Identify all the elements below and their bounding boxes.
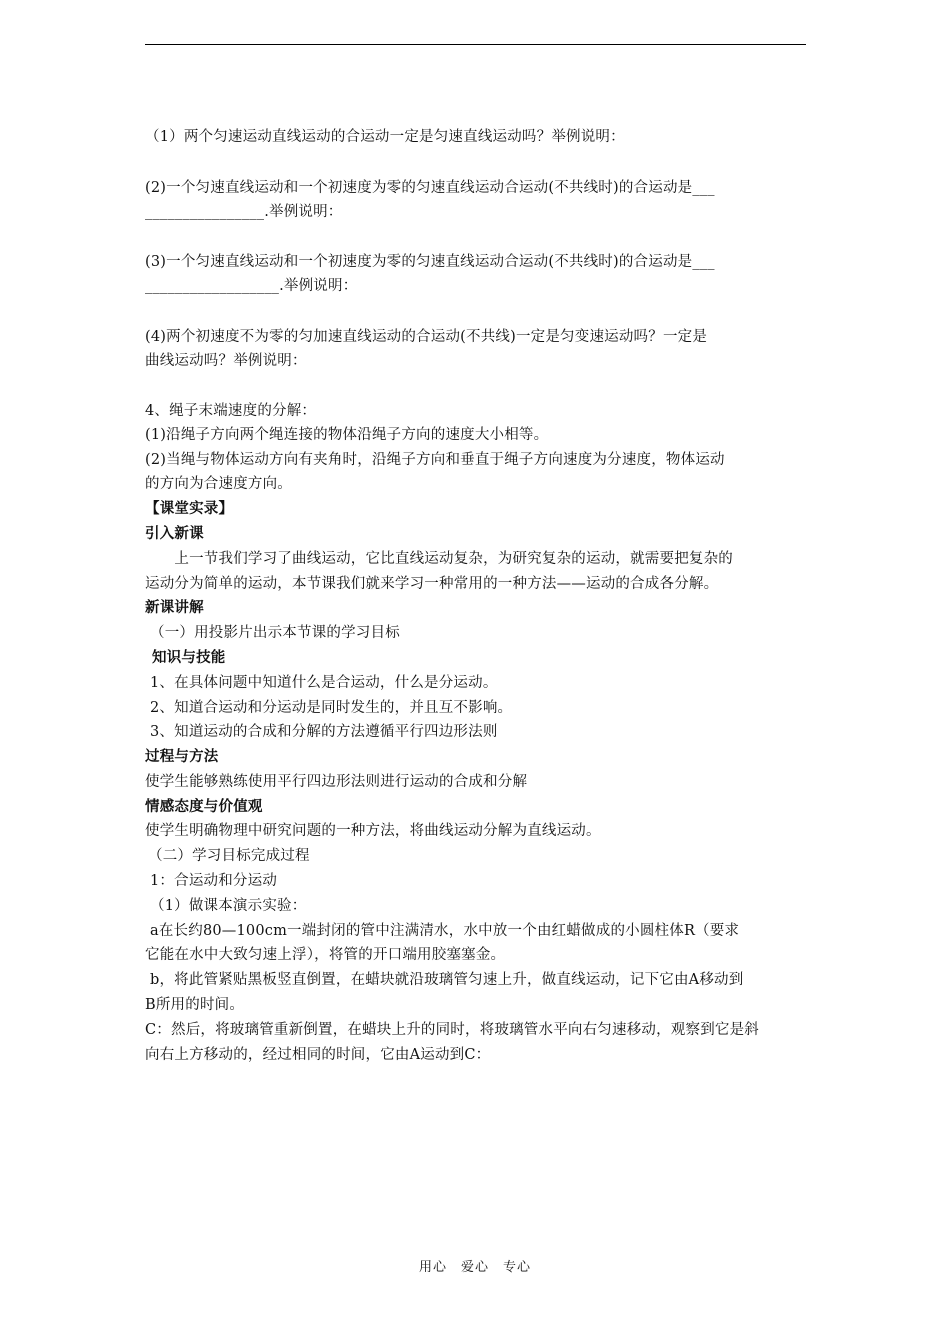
attitude-heading: 情感态度与价值观 [145, 799, 263, 815]
question-3-line-1: (3)一个匀速直线运动和一个初速度为零的匀速直线运动合运动(不共线时)的合运动是___ [145, 254, 715, 270]
step-b-line-2: B所用的时间。 [145, 997, 245, 1013]
question-3-line-2: __________________.举例说明： [145, 278, 358, 294]
section-4-heading: 4、绳子末端速度的分解： [145, 403, 317, 419]
rope-point-1: (1)沿绳子方向两个绳连接的物体沿绳子方向的速度大小相等。 [145, 427, 549, 443]
step-c-line-1: C：然后，将玻璃管重新倒置，在蜡块上升的同时，将玻璃管水平向右匀速移动，观察到它是斜 [145, 1022, 759, 1038]
objective-1: 1、在具体问题中知道什么是合运动，什么是分运动。 [150, 675, 498, 691]
knowledge-heading: 知识与技能 [152, 650, 226, 666]
experiment-heading: （1）做课本演示实验： [150, 898, 307, 914]
attitude-text: 使学生明确物理中研究问题的一种方法，将曲线运动分解为直线运动。 [145, 823, 601, 839]
rope-point-2-line-1: (2)当绳与物体运动方向有夹角时，沿绳子方向和垂直于绳子方向速度为分速度，物体运动 [145, 452, 725, 468]
question-2-line-1: (2)一个匀速直线运动和一个初速度为零的匀速直线运动合运动(不共线时)的合运动是___ [145, 180, 715, 196]
step-b-line-1: b，将此管紧贴黑板竖直倒置，在蜡块就沿玻璃管匀速上升，做直线运动，记下它由A移动到 [150, 972, 744, 988]
intro-heading: 引入新课 [145, 526, 204, 542]
question-2-line-2: ________________.举例说明： [145, 204, 343, 220]
header-rule [145, 44, 806, 45]
classroom-record-heading: 【课堂实录】 [145, 501, 234, 517]
objective-2: 2、知道合运动和分运动是同时发生的，并且互不影响。 [150, 700, 513, 716]
process-intro: （二）学习目标完成过程 [148, 848, 310, 864]
step-a-line-2: 它能在水中大致匀速上浮），将管的开口端用胶塞塞金。 [145, 947, 506, 963]
objective-3: 3、知道运动的合成和分解的方法遵循平行四边形法则 [150, 724, 498, 740]
new-lesson-heading: 新课讲解 [145, 600, 204, 616]
step-c-line-2: 向右上方移动的，经过相同的时间，它由A运动到C： [145, 1047, 491, 1063]
intro-para-line-2: 运动分为简单的运动，本节课我们就来学习一种常用的一种方法——运动的合成各分解。 [145, 576, 719, 592]
question-4-line-2: 曲线运动吗？举例说明： [145, 353, 307, 369]
page-footer: 用心 爱心 专心 [418, 1260, 531, 1275]
process-text: 使学生能够熟练使用平行四边形法则进行运动的合成和分解 [145, 774, 528, 790]
subsection-1: 1：合运动和分运动 [150, 873, 278, 889]
intro-para-line-1: 上一节我们学习了曲线运动，它比直线运动复杂，为研究复杂的运动，就需要把复杂的 [145, 551, 733, 567]
step-a-line-1: a在长约80—100cm一端封闭的管中注满清水，水中放一个由红蜡做成的小圆柱体R（要求 [150, 923, 740, 939]
rope-point-2-line-2: 的方向为合速度方向。 [145, 476, 292, 492]
process-heading: 过程与方法 [145, 749, 219, 765]
objectives-intro: （一）用投影片出示本节课的学习目标 [150, 625, 400, 641]
question-1: （1）两个匀速运动直线运动的合运动一定是匀速直线运动吗？举例说明： [145, 129, 625, 145]
question-4-line-1: (4)两个初速度不为零的匀加速直线运动的合运动(不共线)一定是匀变速运动吗？一定是 [145, 329, 708, 345]
